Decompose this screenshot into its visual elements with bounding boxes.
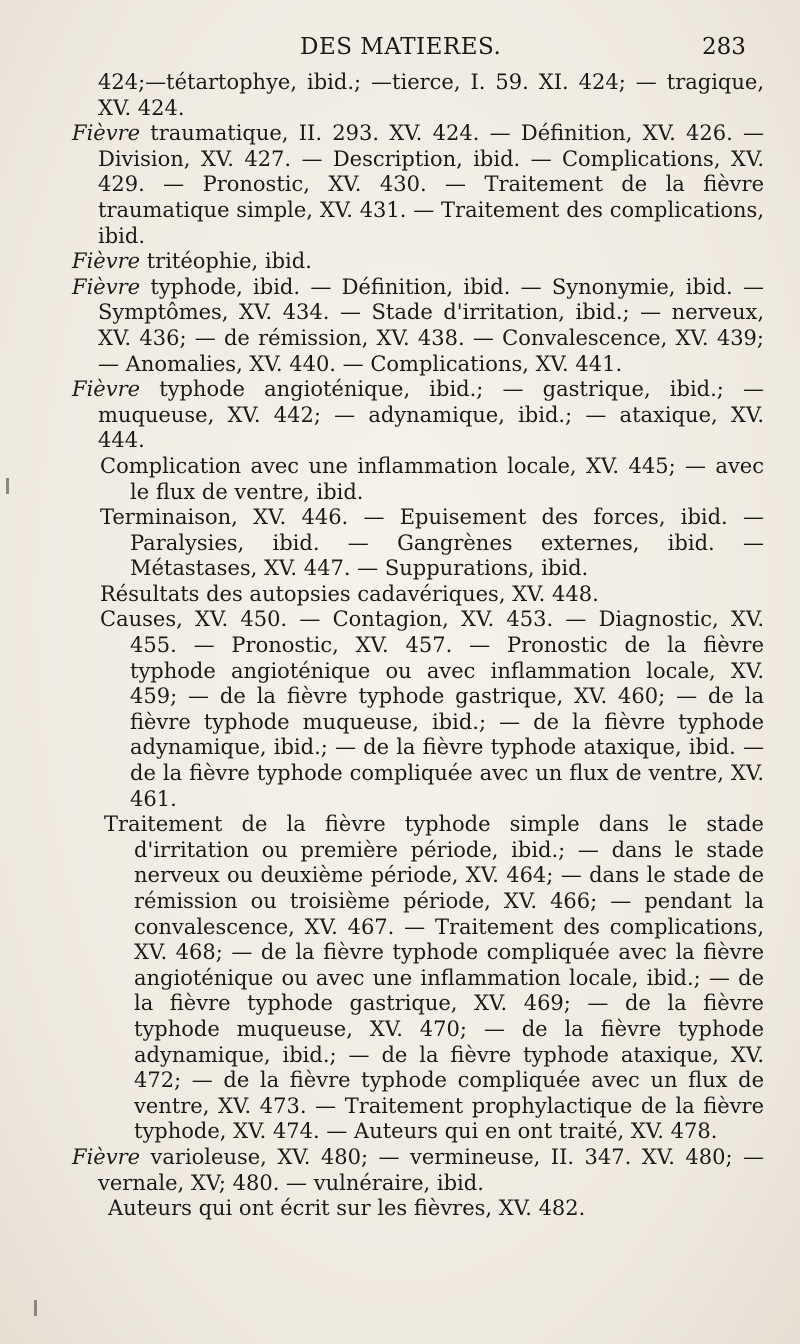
index-subentry-complication [72,454,764,505]
index-entry-fievre-triteophie [72,249,764,275]
entry-keyword: Fièvre [72,121,141,146]
index-subentry-traitement [72,812,764,1145]
index-text-block [72,70,764,1222]
entry-text: 424;—tétartophye, ibid.; —tierce, I. 59. XI. 424; — tragique, XV. 424. [98,70,764,120]
entry-keyword: Fièvre [72,1144,141,1169]
entry-keyword: Fièvre [72,274,141,299]
entry-text: tritéophie, ibid. [140,249,312,274]
page-number: 283 [702,34,746,60]
entry-keyword: Fièvre [72,249,141,274]
index-entry-continuation [72,70,764,121]
running-title: DES MATIERES. [300,34,502,60]
index-entry-fievre-typhode-angiotenique [72,377,764,454]
entry-text: traumatique, II. 293. XV. 424. — Définition, XV. 426. — Division, XV. 427. — Description, ibid. — Complications, XV. 429. — Pronostic, XV. 430. — Traitement de la fièvre traumatique simple, XV. 431. — Traitement des complications, ibid. [98,121,764,248]
page-edge-mark [6,478,9,494]
index-subentry-terminaison [72,505,764,582]
entry-text: Causes, XV. 450. — Contagion, XV. 453. — Diagnostic, XV. 455. — Pronostic, XV. 457. — Pronostic de la fièvre typhode angioténique ou avec inflammation locale, XV. 459; — de la fièvre typhode gastrique, XV. 460; — de la fièvre typhode muqueuse, ibid.; — de la fièvre typhode adynamique, ibid.; — de la fièvre typhode ataxique, ibid. — de la fièvre typhode compliquée avec un flux de ventre, XV. 461. [100,607,764,811]
index-entry-auteurs [72,1196,764,1222]
index-entry-fievre-traumatique [72,121,764,249]
entry-text: Résultats des autopsies cadavériques, XV. 448. [100,581,599,606]
entry-text: Traitement de la fièvre typhode simple dans le stade d'irritation ou première période, ibid.; — dans le stade nerveux ou deuxième période, XV. 464; — dans le stade de rémission ou troisième période, XV. 466; — pendant la convalescence, XV. 467. — Traitement des complications, XV. 468; — de la fièvre typhode compliquée avec la fièvre angioténique ou avec une inflammation locale, ibid.; — de la fièvre typhode gastrique, XV. 469; — de la fièvre typhode muqueuse, XV. 470; — de la fièvre typhode adynamique, ibid.; — de la fièvre typhode ataxique, XV. 472; — de la fièvre typhode compliquée avec un flux de ventre, XV. 473. — Traitement prophylactique de la fièvre typhode, XV. 474. — Auteurs qui en ont traité, XV. 478. [104,812,764,1144]
index-entry-fievre-typhode [72,275,764,377]
entry-keyword: Fièvre [72,377,141,402]
index-entry-fievre-varioleuse [72,1145,764,1196]
page-edge-mark [34,1300,37,1316]
entry-text: Terminaison, XV. 446. — Epuisement des forces, ibid. — Paralysies, ibid. — Gangrènes externes, ibid. — Métastases, XV. 447. — Suppurations, ibid. [100,505,764,581]
entry-text: varioleuse, XV. 480; — vermineuse, II. 347. XV. 480; — vernale, XV; 480. — vulnéraire, ibid. [98,1144,764,1195]
index-subentry-resultats [72,582,764,608]
index-subentry-causes [72,607,764,812]
entry-text: typhode, ibid. — Définition, ibid. — Synonymie, ibid. — Symptômes, XV. 434. — Stade d'irritation, ibid.; — nerveux, XV. 436; — de rémission, XV. 438. — Convalescence, XV. 439; — Anomalies, XV. 440. — Complications, XV. 441. [98,274,764,376]
entry-text: Complication avec une inflammation locale, XV. 445; — avec le flux de ventre, ibid. [100,453,764,504]
entry-text: Auteurs qui ont écrit sur les fièvres, XV. 482. [108,1196,586,1221]
entry-text: typhode angioténique, ibid.; — gastrique, ibid.; — muqueuse, XV. 442; — adynamique, ibid.; — ataxique, XV. 444. [98,377,764,453]
